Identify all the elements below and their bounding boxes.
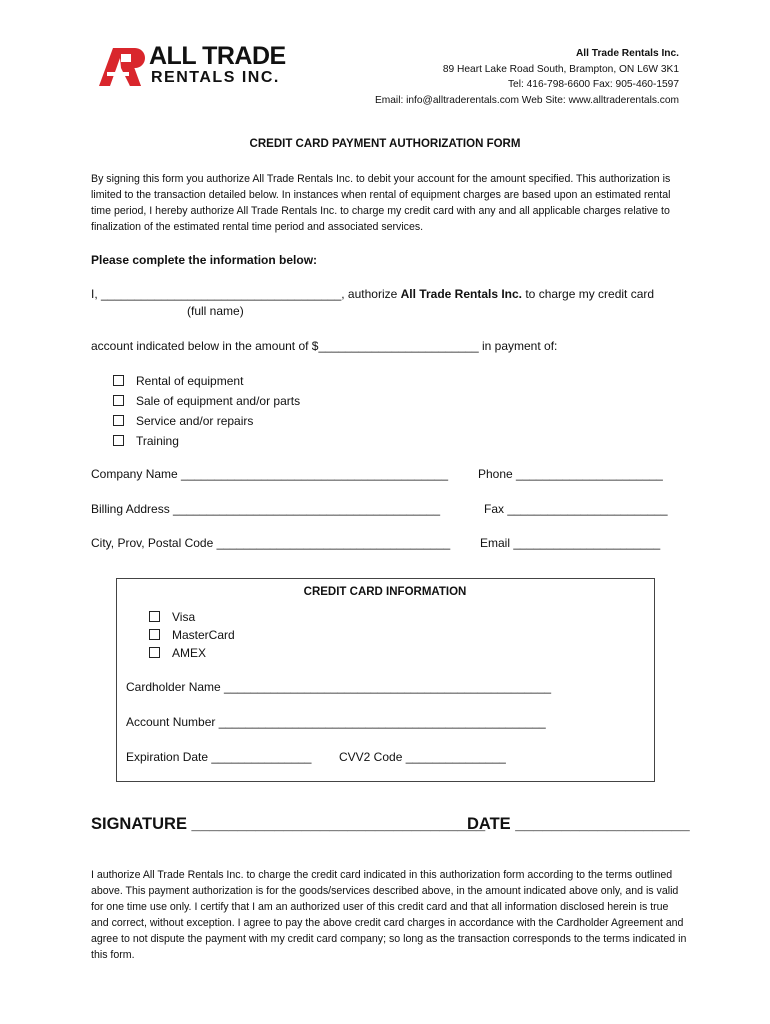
checkbox-icon[interactable] — [113, 375, 124, 386]
company-name: All Trade Rentals Inc. — [575, 48, 679, 59]
logo-text-top: ALL TRADE — [149, 42, 286, 70]
company-logo — [97, 44, 297, 90]
full-name-label: (full name) — [187, 304, 244, 318]
company-contact: Email: info@alltraderentals.com Web Site: www.alltraderentals.com — [374, 94, 679, 106]
authorize-company: All Trade Rentals Inc. — [400, 287, 523, 301]
expiration-date-field[interactable]: Expiration Date _______________ — [126, 750, 312, 764]
fax-field[interactable]: Fax ________________________ — [484, 502, 668, 516]
full-name-field[interactable]: I, ____________________________________, authorize — [91, 287, 401, 301]
billing-address-field[interactable]: Billing Address ________________________________________ — [91, 502, 440, 516]
checkbox-icon[interactable] — [149, 611, 160, 622]
card-type-option[interactable]: MasterCard — [149, 626, 235, 644]
payment-option[interactable]: Sale of equipment and/or parts — [113, 391, 300, 411]
cvv2-code-field[interactable]: CVV2 Code _______________ — [339, 750, 506, 764]
section-heading: Please complete the information below: — [91, 253, 318, 267]
credit-card-title: CREDIT CARD INFORMATION — [303, 586, 467, 598]
company-name-field[interactable]: Company Name ________________________________________ — [91, 467, 448, 481]
date-field[interactable]: DATE ___________________ — [467, 815, 690, 833]
authorize-suffix: to charge my credit card — [522, 287, 655, 301]
checkbox-icon[interactable] — [149, 629, 160, 640]
city-prov-postal-field[interactable]: City, Prov, Postal Code ___________________________________ — [91, 536, 451, 550]
company-info — [375, 46, 679, 108]
card-type-options — [149, 608, 235, 662]
form-title: CREDIT CARD PAYMENT AUTHORIZATION FORM — [249, 138, 521, 150]
company-phones: Tel: 416-798-6600 Fax: 905-460-1597 — [507, 79, 679, 90]
company-address: 89 Heart Lake Road South, Brampton, ON L6W 3K1 — [442, 63, 679, 75]
cardholder-name-field[interactable]: Cardholder Name _________________________________________________ — [126, 680, 552, 694]
intro-paragraph: By signing this form you authorize All Trade Rentals Inc. to debit your account for the amount specified. This authorization is limited to the transaction detailed below. In instances when rental of equipment charges are based upon an estimated rental time period, I hereby authorize All Trade Rentals Inc. to charge my credit card with any and all applicable charges relative to finalization of the estimated rental time period and associated services. — [91, 173, 671, 233]
checkbox-icon[interactable] — [149, 647, 160, 658]
checkbox-icon[interactable] — [113, 395, 124, 406]
payment-option[interactable]: Training — [113, 431, 300, 451]
card-type-option[interactable]: Visa — [149, 608, 235, 626]
checkbox-icon[interactable] — [113, 435, 124, 446]
authorize-line — [91, 287, 654, 301]
payment-options — [113, 371, 300, 451]
signature-field[interactable]: SIGNATURE ________________________________ — [91, 815, 486, 833]
payment-option[interactable]: Rental of equipment — [113, 371, 300, 391]
email-field[interactable]: Email ______________________ — [480, 536, 661, 550]
terms-paragraph: I authorize All Trade Rentals Inc. to charge the credit card indicated in this authorization form according to the terms outlined above. This payment authorization is for the goods/services described above, in the amount indicated above only, and is valid for one time use only. I certify that I am an authorized user of this credit card and that all information disclosed herein is true and correct, without exception. I agree to pay the above credit card charges in accordance with the Cardholder Agreement and agree to not dispute the payment with my credit card company; so long as the transaction corresponds to the terms indicated in this form. — [91, 869, 687, 961]
account-number-field[interactable]: Account Number _________________________________________________ — [126, 715, 546, 729]
checkbox-icon[interactable] — [113, 415, 124, 426]
payment-option[interactable]: Service and/or repairs — [113, 411, 300, 431]
amount-field[interactable]: account indicated below in the amount of $________________________ in payment of: — [91, 339, 558, 353]
card-type-option[interactable]: AMEX — [149, 644, 235, 662]
phone-field[interactable]: Phone ______________________ — [478, 467, 663, 481]
logo-text-bottom: RENTALS INC. — [151, 69, 280, 86]
